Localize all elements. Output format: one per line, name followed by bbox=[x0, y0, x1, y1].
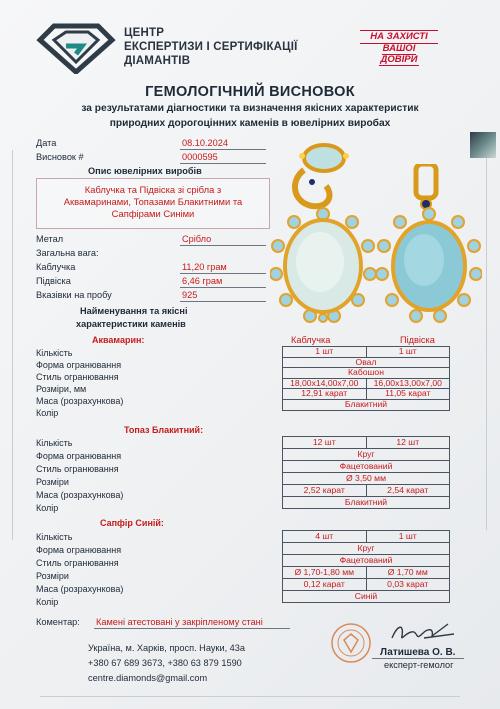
sapphire-size-pendant: Ø 1,70 мм bbox=[366, 567, 450, 579]
badge-line-3: ДОВІРИ bbox=[380, 54, 418, 65]
badge-line-1: НА ЗАХИСТІ bbox=[360, 30, 438, 44]
pendant-photo bbox=[376, 164, 482, 324]
signer-role: експерт-гемолог bbox=[384, 660, 454, 670]
email: centre.diamonds@gmail.com bbox=[88, 673, 208, 683]
frame-right bbox=[486, 150, 487, 530]
pendant-weight-label: Підвіска bbox=[36, 276, 71, 286]
metal-label: Метал bbox=[36, 234, 64, 244]
trust-badge bbox=[360, 30, 438, 66]
comment-label: Коментар: bbox=[36, 617, 80, 627]
ring-top-photo bbox=[270, 204, 376, 324]
date-underline bbox=[180, 149, 266, 150]
hallmark-label: Вказівки на пробу bbox=[36, 290, 112, 300]
hallmark-underline bbox=[180, 301, 266, 302]
org-line-3: ДІАМАНТІВ bbox=[124, 55, 191, 67]
sapphire-heading: Сапфір Синій: bbox=[100, 518, 164, 528]
number-underline bbox=[180, 163, 266, 164]
aquamarine-mass-pendant: 11,05 карат bbox=[366, 389, 450, 400]
description-line-2: Аквамаринами, Топазами Блакитними та bbox=[63, 196, 243, 207]
aquamarine-label-qty: Кількість bbox=[36, 348, 73, 358]
column-ring: Каблучка bbox=[291, 335, 331, 345]
aquamarine-heading: Аквамарин: bbox=[92, 335, 145, 345]
ring-photo bbox=[282, 140, 362, 210]
subtitle-line-2: природних дорогоцінних каменів в ювелірних виробах bbox=[109, 118, 391, 129]
sapphire-label-style: Стиль огранювання bbox=[36, 558, 119, 568]
topaz-mass-pendant: 2,54 карат bbox=[366, 485, 450, 497]
sapphire-qty-pendant: 1 шт bbox=[366, 531, 450, 543]
sapphire-table bbox=[282, 530, 450, 603]
aquamarine-color: Блакитний bbox=[283, 399, 450, 410]
aquamarine-label-size: Розміри, мм bbox=[36, 384, 87, 394]
aquamarine-label-style: Стиль огранювання bbox=[36, 372, 119, 382]
frame-bottom bbox=[40, 696, 460, 697]
sapphire-style: Фацетований bbox=[283, 555, 450, 567]
sapphire-label-mass: Маса (розрахункова) bbox=[36, 584, 124, 594]
sapphire-mass-pendant: 0,03 карат bbox=[366, 579, 450, 591]
signature-icon bbox=[388, 620, 458, 646]
frame-left bbox=[12, 150, 13, 540]
metal-value: Срібло bbox=[182, 234, 212, 244]
pendant-weight-underline bbox=[180, 287, 266, 288]
topaz-label-qty: Кількість bbox=[36, 438, 73, 448]
sapphire-label-shape: Форма огранювання bbox=[36, 545, 122, 555]
organization-name bbox=[124, 26, 298, 68]
topaz-style: Фацетований bbox=[283, 461, 450, 473]
topaz-label-color: Колір bbox=[36, 503, 59, 513]
signer-underline bbox=[372, 658, 464, 659]
ring-weight-value: 11,20 грам bbox=[182, 262, 227, 272]
topaz-label-mass: Маса (розрахункова) bbox=[36, 490, 124, 500]
badge-line-2: ВАШОЇ bbox=[382, 43, 416, 54]
aquamarine-label-mass: Маса (розрахункова) bbox=[36, 396, 124, 406]
column-pendant: Підвіска bbox=[400, 335, 435, 345]
aquamarine-size-ring: 18,00x14,00x7,00 bbox=[283, 378, 367, 389]
aquamarine-style: Кабошон bbox=[283, 368, 450, 379]
number-label: Висновок # bbox=[36, 152, 84, 162]
sapphire-shape: Круг bbox=[283, 543, 450, 555]
description-title: Опис ювелірних виробів bbox=[88, 166, 202, 176]
topaz-label-style: Стиль огранювання bbox=[36, 464, 119, 474]
date-value: 08.10.2024 bbox=[182, 138, 228, 148]
hallmark-value: 925 bbox=[182, 290, 198, 300]
sapphire-label-color: Колір bbox=[36, 597, 59, 607]
topaz-mass-ring: 2,52 карат bbox=[283, 485, 367, 497]
description-line-1: Каблучка та Підвіска зі срібла з bbox=[84, 184, 222, 195]
aquamarine-size-pendant: 16,00x13,00x7,00 bbox=[366, 378, 450, 389]
seal-stamp-icon bbox=[330, 622, 372, 664]
description-line-3: Сапфірами Синіми bbox=[111, 208, 195, 219]
diamond-logo-icon bbox=[36, 22, 116, 74]
ring-weight-underline bbox=[180, 273, 266, 274]
number-value: 0000595 bbox=[182, 152, 218, 162]
topaz-table bbox=[282, 436, 450, 509]
aquamarine-qty-pendant: 1 шт bbox=[366, 347, 450, 358]
sapphire-label-qty: Кількість bbox=[36, 532, 73, 542]
aquamarine-qty-ring: 1 шт bbox=[283, 347, 367, 358]
pendant-weight-value: 6,46 грам bbox=[182, 276, 223, 286]
org-line-2: ЕКСПЕРТИЗИ І СЕРТИФІКАЦІЇ bbox=[124, 41, 298, 53]
metal-underline bbox=[180, 245, 266, 246]
topaz-size: Ø 3,50 мм bbox=[283, 473, 450, 485]
topaz-shape: Круг bbox=[283, 449, 450, 461]
date-label: Дата bbox=[36, 138, 57, 148]
hologram-sticker bbox=[470, 132, 496, 158]
sapphire-color: Синій bbox=[283, 591, 450, 603]
topaz-label-shape: Форма огранювання bbox=[36, 451, 122, 461]
sapphire-size-ring: Ø 1,70-1,80 мм bbox=[283, 567, 367, 579]
aquamarine-shape: Овал bbox=[283, 357, 450, 368]
comment-underline bbox=[94, 628, 290, 629]
stones-heading-line-2: характеристики каменів bbox=[76, 319, 186, 329]
sapphire-mass-ring: 0,12 карат bbox=[283, 579, 367, 591]
ring-weight-label: Каблучка bbox=[36, 262, 76, 272]
phones: +380 67 689 3673, +380 63 879 1590 bbox=[88, 658, 242, 668]
aquamarine-label-shape: Форма огранювання bbox=[36, 360, 122, 370]
aquamarine-table bbox=[282, 346, 450, 411]
document-title: ГЕМОЛОГІЧНИЙ ВИСНОВОК bbox=[145, 84, 355, 100]
topaz-qty-pendant: 12 шт bbox=[366, 437, 450, 449]
topaz-qty-ring: 12 шт bbox=[283, 437, 367, 449]
sapphire-qty-ring: 4 шт bbox=[283, 531, 367, 543]
stones-heading-line-1: Найменування та якісні bbox=[80, 306, 188, 316]
comment-value: Камені атестовані у закріпленому стані bbox=[96, 617, 263, 627]
org-line-1: ЦЕНТР bbox=[124, 27, 165, 39]
description-box bbox=[36, 178, 270, 229]
aquamarine-label-color: Колір bbox=[36, 408, 59, 418]
aquamarine-mass-ring: 12,91 карат bbox=[283, 389, 367, 400]
topaz-color: Блакитний bbox=[283, 497, 450, 509]
sapphire-label-size: Розміри bbox=[36, 571, 69, 581]
total-weight-label: Загальна вага: bbox=[36, 248, 99, 258]
subtitle-line-1: за результатами діагностики та визначення якісних характеристик bbox=[81, 103, 419, 114]
address: Україна, м. Харків, просп. Науки, 43а bbox=[88, 643, 246, 653]
topaz-label-size: Розміри bbox=[36, 477, 69, 487]
signer-name: Латишева О. В. bbox=[380, 647, 456, 658]
topaz-heading: Топаз Блакитний: bbox=[124, 425, 204, 435]
